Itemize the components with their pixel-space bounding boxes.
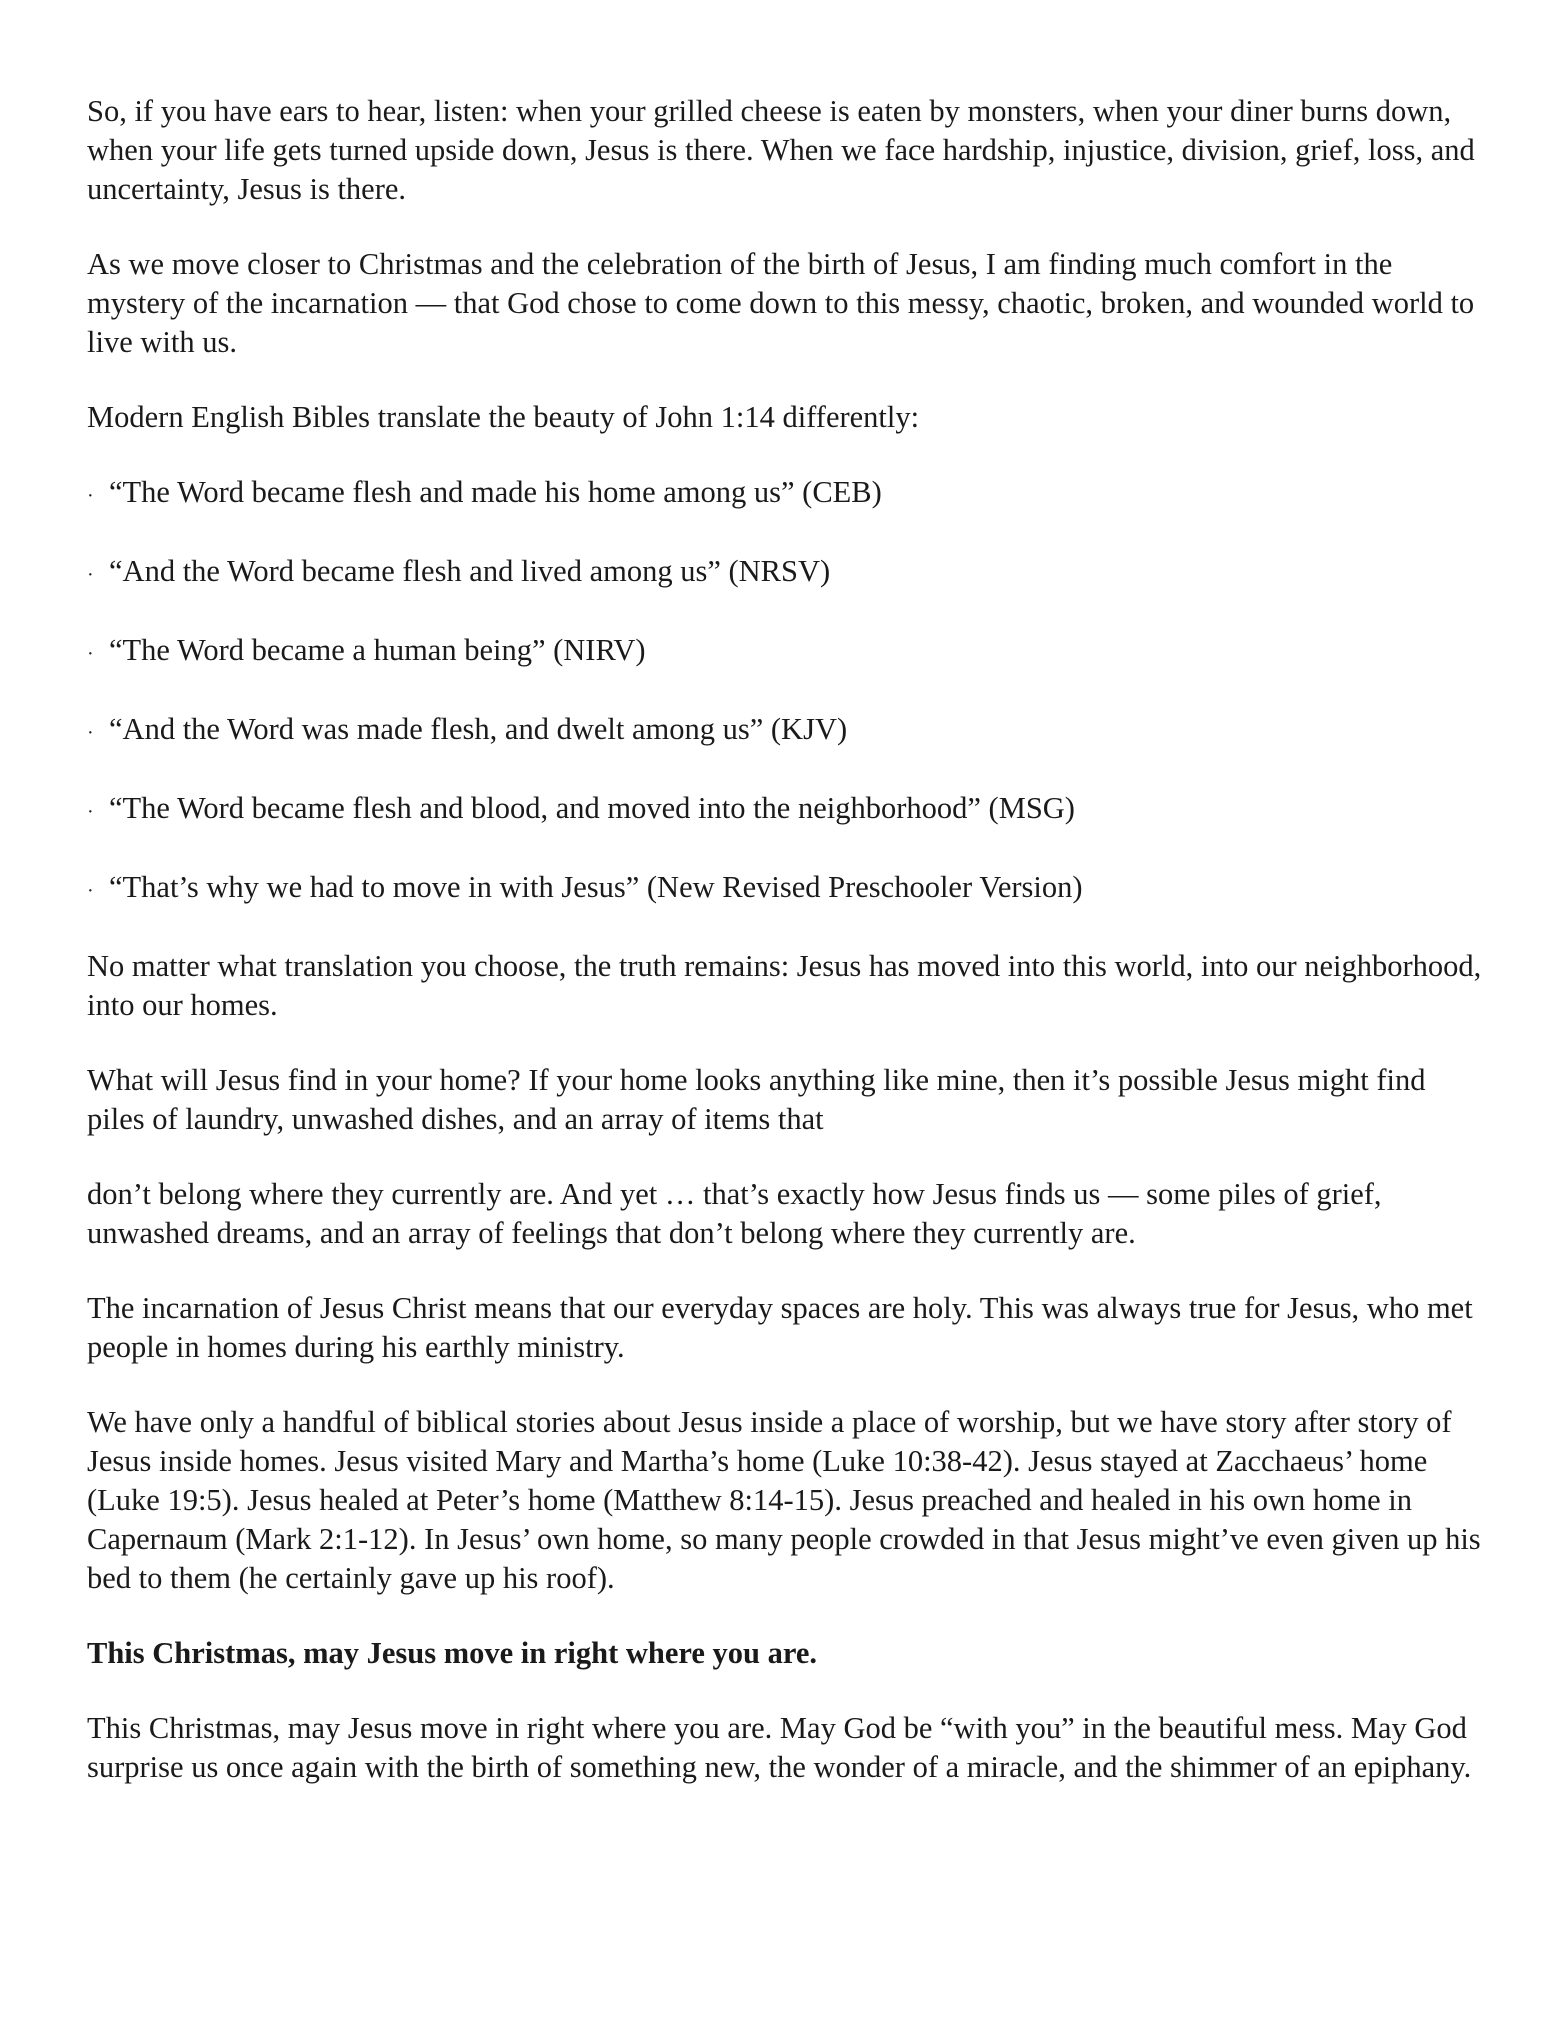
- translation-list: [87, 473, 1487, 911]
- list-item: [87, 789, 1487, 832]
- paragraph-ears-to-hear: So, if you have ears to hear, listen: when your grilled cheese is eaten by monsters, when your diner burns down, when your life gets turned upside down, Jesus is there. When we face hardship, injustice, division, grief, loss, and uncertainty, Jesus is there.: [87, 94, 1475, 206]
- bullet-icon: ·: [87, 485, 94, 507]
- paragraph-what-will-jesus-find-continued: don’t belong where they currently are. And yet … that’s exactly how Jesus finds us — some piles of grief, unwashed dreams, and an array of feelings that don’t belong where they currently are.: [87, 1177, 1382, 1250]
- bullet-icon: ·: [87, 564, 94, 586]
- paragraph-what-will-jesus-find: What will Jesus find in your home? If your home looks anything like mine, then it’s possible Jesus might find piles of laundry, unwashed dishes, and an array of items that: [87, 1063, 1426, 1136]
- paragraph-stories-in-homes: We have only a handful of biblical stories about Jesus inside a place of worship, but we have story after story of Jesus inside homes. Jesus visited Mary and Martha’s home (Luke 10:38-42). Jesus stayed at Zacchaeus’ home (Luke 19:5). Jesus healed at Peter’s home (Matthew 8:14-15). Jesus preached and healed in his own home in Capernaum (Mark 2:1-12). In Jesus’ own home, so many people crowded in that Jesus might’ve even given up his bed to them (he certainly gave up his roof).: [87, 1405, 1481, 1595]
- list-item: [87, 868, 1487, 911]
- bullet-icon: ·: [87, 880, 94, 902]
- list-item: [87, 552, 1487, 595]
- paragraph-modern-bibles: Modern English Bibles translate the beauty of John 1:14 differently:: [87, 400, 920, 434]
- translation-text: “The Word became flesh and made his home among us” (CEB): [109, 475, 882, 509]
- paragraph-no-matter: No matter what translation you choose, the truth remains: Jesus has moved into this world, into our neighborhood, into our homes.: [87, 949, 1482, 1022]
- paragraph-christmas-incarnation: As we move closer to Christmas and the celebration of the birth of Jesus, I am finding much comfort in the mystery of the incarnation — that God chose to come down to this messy, chaotic, broken, and wounded world to live with us.: [87, 247, 1475, 359]
- translation-text: “And the Word was made flesh, and dwelt among us” (KJV): [109, 712, 848, 746]
- translation-text: “That’s why we had to move in with Jesus” (New Revised Preschooler Version): [109, 870, 1083, 904]
- translation-text: “And the Word became flesh and lived among us” (NRSV): [109, 554, 831, 588]
- list-item: [87, 631, 1487, 674]
- document-page: [87, 92, 1487, 1823]
- bullet-icon: ·: [87, 643, 94, 665]
- translation-text: “The Word became flesh and blood, and moved into the neighborhood” (MSG): [109, 791, 1075, 825]
- list-item: [87, 710, 1487, 753]
- list-item: [87, 473, 1487, 516]
- bold-heading-christmas: This Christmas, may Jesus move in right where you are.: [87, 1636, 818, 1670]
- bullet-icon: ·: [87, 801, 94, 823]
- bullet-icon: ·: [87, 722, 94, 744]
- paragraph-everyday-spaces-holy: The incarnation of Jesus Christ means that our everyday spaces are holy. This was always true for Jesus, who met people in homes during his earthly ministry.: [87, 1291, 1473, 1364]
- paragraph-closing-blessing: This Christmas, may Jesus move in right where you are. May God be “with you” in the beautiful mess. May God surprise us once again with the birth of something new, the wonder of a miracle, and the shimmer of an epiphany.: [87, 1711, 1472, 1784]
- translation-text: “The Word became a human being” (NIRV): [109, 633, 646, 667]
